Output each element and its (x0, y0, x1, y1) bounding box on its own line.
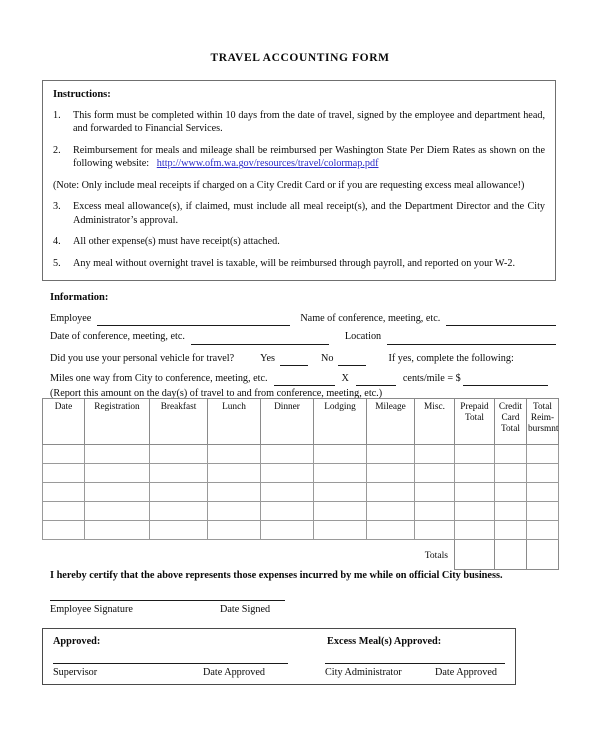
conference-name-input[interactable] (446, 315, 556, 326)
if-yes-label: If yes, complete the following: (388, 352, 514, 364)
column-header-dinner: Dinner (261, 399, 314, 445)
totals-cell-prepaid[interactable] (455, 540, 495, 570)
cell-registration[interactable] (85, 502, 150, 521)
city-administrator-line-wrap (325, 663, 505, 678)
totals-cell-credit-card[interactable] (495, 540, 527, 570)
instruction-text: All other expense(s) must have receipt(s) attached. (73, 236, 280, 248)
signature-labels (50, 601, 550, 615)
cell-misc[interactable] (415, 502, 455, 521)
column-header-date: Date (43, 399, 85, 445)
totals-cell-total-reimbursement[interactable] (527, 540, 559, 570)
conference-date-label: Date of conference, meeting, etc. (50, 331, 185, 343)
instruction-item-4 (53, 235, 545, 248)
cell-total-reimbursement[interactable] (527, 464, 559, 483)
cell-total-reimbursement[interactable] (527, 502, 559, 521)
instruction-number: 5. (53, 257, 61, 269)
cell-registration[interactable] (85, 521, 150, 540)
approved-heading: Approved: (53, 636, 101, 647)
column-header-misc: Misc. (415, 399, 455, 445)
table-row (43, 483, 559, 502)
city-administrator-label: City Administrator (325, 667, 402, 678)
instructions-box (42, 80, 556, 281)
cell-credit-card-total[interactable] (495, 502, 527, 521)
no-checkbox-line[interactable] (338, 355, 366, 366)
cell-credit-card-total[interactable] (495, 521, 527, 540)
cell-lunch[interactable] (208, 502, 261, 521)
column-header-prepaid-total: Prepaid Total (455, 399, 495, 445)
cell-dinner[interactable] (261, 483, 314, 502)
cell-prepaid-total[interactable] (455, 464, 495, 483)
cell-prepaid-total[interactable] (455, 502, 495, 521)
cell-date[interactable] (43, 502, 85, 521)
column-header-breakfast: Breakfast (150, 399, 208, 445)
supervisor-line-wrap (53, 663, 325, 678)
expense-table (42, 398, 559, 570)
cell-date[interactable] (43, 445, 85, 464)
cell-misc[interactable] (415, 464, 455, 483)
conference-date-input[interactable] (191, 334, 329, 345)
page-title: TRAVEL ACCOUNTING FORM (210, 52, 390, 64)
multiply-symbol: X (341, 372, 349, 384)
cell-date[interactable] (43, 464, 85, 483)
column-header-total-reimbursement: Total Reim- bursmnt (527, 399, 559, 445)
date-approved-label: Date Approved (203, 667, 265, 678)
employee-row (50, 311, 556, 326)
table-row (43, 464, 559, 483)
instruction-item-5 (53, 257, 545, 270)
cell-lunch[interactable] (208, 521, 261, 540)
table-row (43, 521, 559, 540)
column-header-lunch: Lunch (208, 399, 261, 445)
column-header-registration: Registration (85, 399, 150, 445)
cell-misc[interactable] (415, 521, 455, 540)
column-header-mileage: Mileage (367, 399, 415, 445)
location-label: Location (344, 331, 382, 343)
cell-credit-card-total[interactable] (495, 464, 527, 483)
instruction-number: 2. (53, 144, 61, 156)
totals-label: Totals (424, 549, 448, 561)
date-approved-label-2: Date Approved (435, 667, 497, 678)
instructions-note: (Note: Only include meal receipts if charged on a City Credit Card or if you are requesting excess meal allowance!) (53, 179, 525, 191)
cell-prepaid-total[interactable] (455, 445, 495, 464)
no-label: No (321, 352, 334, 364)
conference-date-row (50, 329, 556, 344)
cell-mileage[interactable] (367, 464, 415, 483)
expense-table-wrapper (42, 398, 558, 570)
cell-registration[interactable] (85, 464, 150, 483)
excess-meals-approved-heading: Excess Meal(s) Approved: (327, 636, 442, 647)
information-heading: Information: (50, 292, 109, 303)
cents-rate-input[interactable] (356, 375, 396, 386)
cents-per-mile-label: cents/mile = $ (402, 372, 461, 384)
information-section (50, 292, 556, 401)
cell-mileage[interactable] (367, 483, 415, 502)
instructions-heading: Instructions: (53, 89, 111, 100)
cell-credit-card-total[interactable] (495, 483, 527, 502)
city-administrator-labels (325, 664, 505, 678)
supervisor-label: Supervisor (53, 667, 98, 678)
totals-row (43, 540, 559, 570)
cell-prepaid-total[interactable] (455, 483, 495, 502)
table-row (43, 445, 559, 464)
cell-lodging[interactable] (314, 483, 367, 502)
cell-breakfast[interactable] (150, 464, 208, 483)
supervisor-labels (53, 664, 325, 678)
cell-total-reimbursement[interactable] (527, 521, 559, 540)
cell-date[interactable] (43, 483, 85, 502)
instruction-number: 4. (53, 236, 61, 248)
cell-lodging[interactable] (314, 464, 367, 483)
employee-label: Employee (50, 313, 92, 324)
cell-credit-card-total[interactable] (495, 445, 527, 464)
cell-total-reimbursement[interactable] (527, 445, 559, 464)
cell-lunch[interactable] (208, 445, 261, 464)
cell-date[interactable] (43, 521, 85, 540)
cell-lodging[interactable] (314, 521, 367, 540)
column-header-credit-card-total: Credit Card Total (495, 399, 527, 445)
cell-lodging[interactable] (314, 502, 367, 521)
mileage-report-note: (Report this amount on the day(s) of travel to and from conference, meeting, etc.) (50, 388, 383, 400)
cell-registration[interactable] (85, 483, 150, 502)
instruction-number: 1. (53, 110, 61, 121)
cell-mileage[interactable] (367, 521, 415, 540)
employee-signature-label: Employee Signature (50, 604, 133, 615)
cell-breakfast[interactable] (150, 445, 208, 464)
cell-lodging[interactable] (314, 445, 367, 464)
instruction-text: Any meal without overnight travel is taxable, will be reimbursed through payroll, and reported on your W-2. (73, 257, 516, 269)
approval-box (42, 628, 516, 685)
cell-misc[interactable] (415, 483, 455, 502)
signature-block (50, 600, 550, 615)
employee-input[interactable] (97, 315, 290, 326)
instruction-text: Excess meal allowance(s), if claimed, must include all meal receipt(s), and the Department Director and the City Administrator’s approval. (73, 201, 545, 226)
cell-dinner[interactable] (261, 464, 314, 483)
totals-spacer (43, 540, 415, 570)
yes-checkbox-line[interactable] (280, 355, 308, 366)
cell-dinner[interactable] (261, 521, 314, 540)
yes-label: Yes (260, 352, 275, 364)
cell-breakfast[interactable] (150, 483, 208, 502)
approval-signature-lines (53, 663, 505, 678)
location-input[interactable] (387, 334, 556, 345)
instruction-number: 3. (53, 201, 61, 213)
cell-prepaid-total[interactable] (455, 521, 495, 540)
miles-input[interactable] (274, 375, 335, 386)
cell-mileage[interactable] (367, 445, 415, 464)
table-header-row (43, 399, 559, 445)
cell-breakfast[interactable] (150, 502, 208, 521)
cell-dinner[interactable] (261, 445, 314, 464)
cell-registration[interactable] (85, 445, 150, 464)
cell-dinner[interactable] (261, 502, 314, 521)
column-header-lodging: Lodging (314, 399, 367, 445)
table-row (43, 502, 559, 521)
approval-headings (53, 636, 505, 647)
cell-lunch[interactable] (208, 483, 261, 502)
personal-vehicle-row (50, 351, 556, 366)
instruction-item-3 (53, 200, 545, 227)
expense-table-body (43, 445, 559, 570)
cell-misc[interactable] (415, 445, 455, 464)
personal-vehicle-question: Did you use your personal vehicle for travel? (50, 352, 235, 364)
instruction-text (73, 144, 545, 171)
date-signed-label: Date Signed (220, 604, 271, 615)
mileage-total-input[interactable] (463, 375, 548, 386)
instruction-text-body: Reimbursement for meals and mileage shall be reimbursed per Washington State Per Diem Rates as shown on the following website: (73, 144, 545, 170)
conference-name-label: Name of conference, meeting, etc. (300, 313, 441, 324)
cell-breakfast[interactable] (150, 521, 208, 540)
mileage-calc-row (50, 371, 556, 386)
instruction-item-2 (53, 144, 545, 171)
instruction-item-1 (53, 109, 545, 136)
instruction-text: This form must be completed within 10 days from the date of travel, signed by the employee and department head, and forwarded to Financial Services. (73, 110, 545, 135)
certification-statement: I hereby certify that the above represents those expenses incurred by me while on official City business. (50, 570, 503, 581)
cell-mileage[interactable] (367, 502, 415, 521)
miles-one-way-label: Miles one way from City to conference, meeting, etc. (50, 372, 268, 384)
cell-total-reimbursement[interactable] (527, 483, 559, 502)
per-diem-rates-link[interactable]: http://www.ofm.wa.gov/resources/travel/colormap.pdf (156, 158, 379, 170)
cell-lunch[interactable] (208, 464, 261, 483)
